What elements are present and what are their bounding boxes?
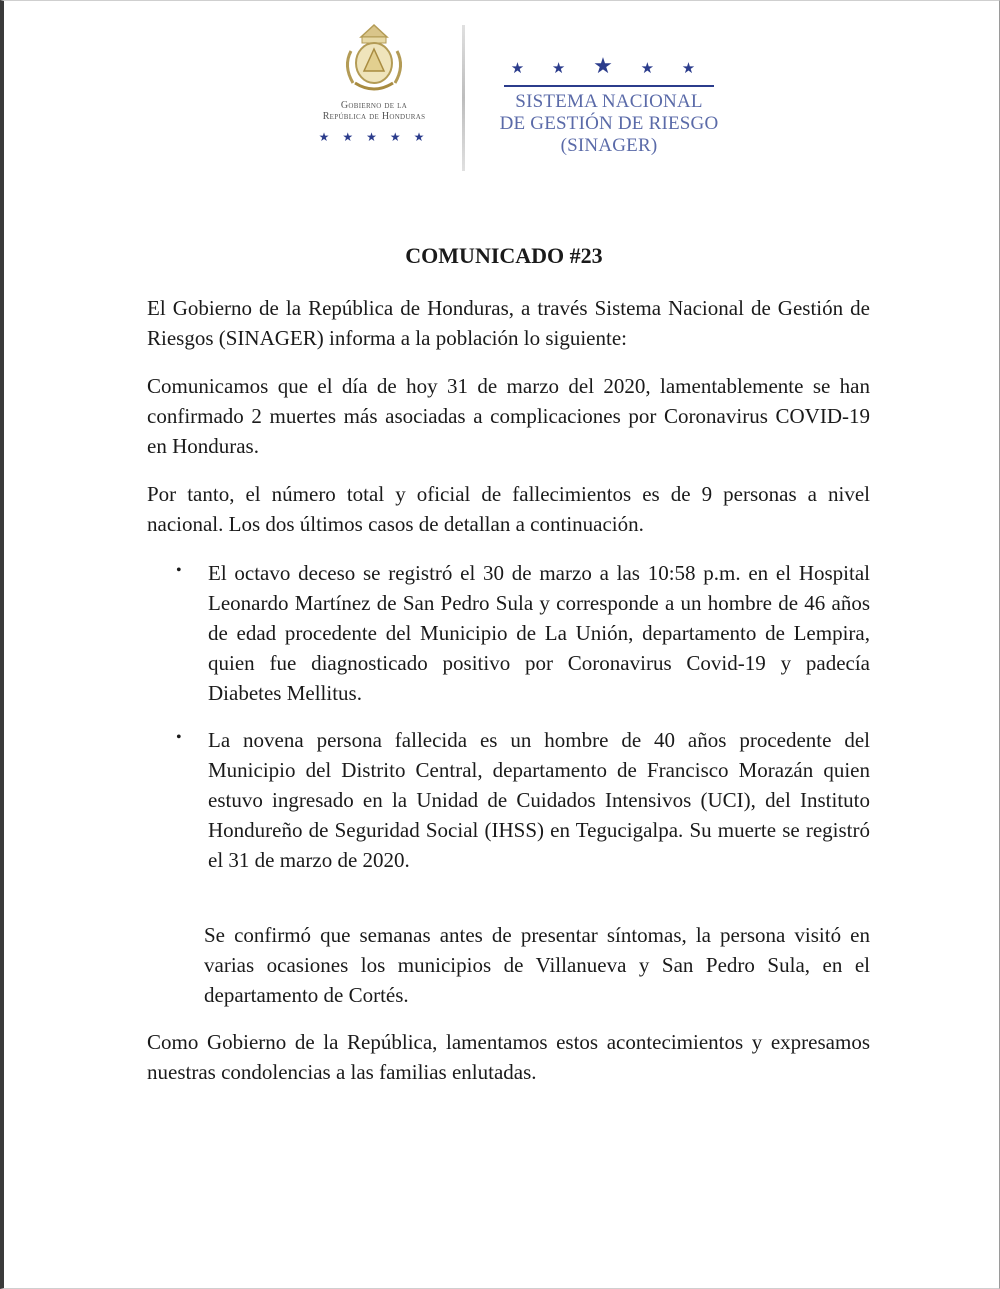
sinager-name (489, 91, 729, 157)
paragraph-1: Comunicamos que el día de hoy 31 de marzo del 2020, lamentablemente se han confirmado 2 muertes más asociadas a complicaciones por Coronavirus COVID-19 en Honduras. (147, 374, 870, 458)
sinager-name-line3: (SINAGER) (560, 135, 658, 156)
header-divider (462, 25, 465, 171)
letterhead (274, 21, 744, 176)
document-title: COMUNICADO #23 (405, 243, 603, 268)
bullet-marker-2: • (176, 729, 182, 746)
gov-name-line1: Gobierno de la (340, 100, 408, 111)
bullet-followup-paragraph: Se confirmó que semanas antes de presentar síntomas, la persona visitó en varias ocasiones los municipios de Villanueva y San Pedro Sula, en el departamento de Cortés. (204, 923, 870, 1007)
sinager-logo (489, 53, 729, 157)
paragraph-2: Por tanto, el número total y oficial de fallecimientos es de 9 personas a nivel nacional. Los dos últimos casos de detallan a continuación. (147, 482, 870, 536)
gov-name-line2: República de Honduras (322, 111, 426, 122)
government-name (294, 100, 454, 122)
sinager-name-line2: DE GESTIÓN DE RIESGO (499, 113, 719, 134)
sinager-name-line1: SISTEMA NACIONAL (515, 91, 703, 112)
gov-stars: ★ ★ ★ ★ ★ (318, 130, 430, 144)
coat-of-arms-icon (339, 21, 409, 96)
bullet-item-1: El octavo deceso se registró el 30 de marzo a las 10:58 p.m. en el Hospital Leonardo Martínez de San Pedro Sula y corresponde a un hombre de 46 años de edad procedente del Municipio de La Unión, departamento de Lempira, quien fue diagnosticado positivo por Coronavirus Covid-19 y padecía Diabetes Mellitus. (208, 561, 870, 705)
government-logo (294, 21, 454, 176)
sinager-stars-icon: ★ ★ ★ ★ ★ (510, 53, 708, 78)
intro-paragraph: El Gobierno de la República de Honduras, a través Sistema Nacional de Gestión de Riesgos (SINAGER) informa a la población lo siguiente: (147, 296, 870, 350)
bullet-marker-1: • (176, 562, 182, 579)
closing-paragraph: Como Gobierno de la República, lamentamos estos acontecimientos y expresamos nuestras condolencias a las familias enlutadas. (147, 1030, 870, 1084)
bullet-item-2: La novena persona fallecida es un hombre de 40 años procedente del Municipio del Distrito Central, departamento de Francisco Morazán quien estuvo ingresado en la Unidad de Cuidados Intensivos (UCI), del Instituto Hondureño de Seguridad Social (IHSS) en Tegucigalpa. Su muerte se registró el 31 de marzo de 2020. (208, 728, 870, 872)
sinager-rule (504, 85, 714, 87)
